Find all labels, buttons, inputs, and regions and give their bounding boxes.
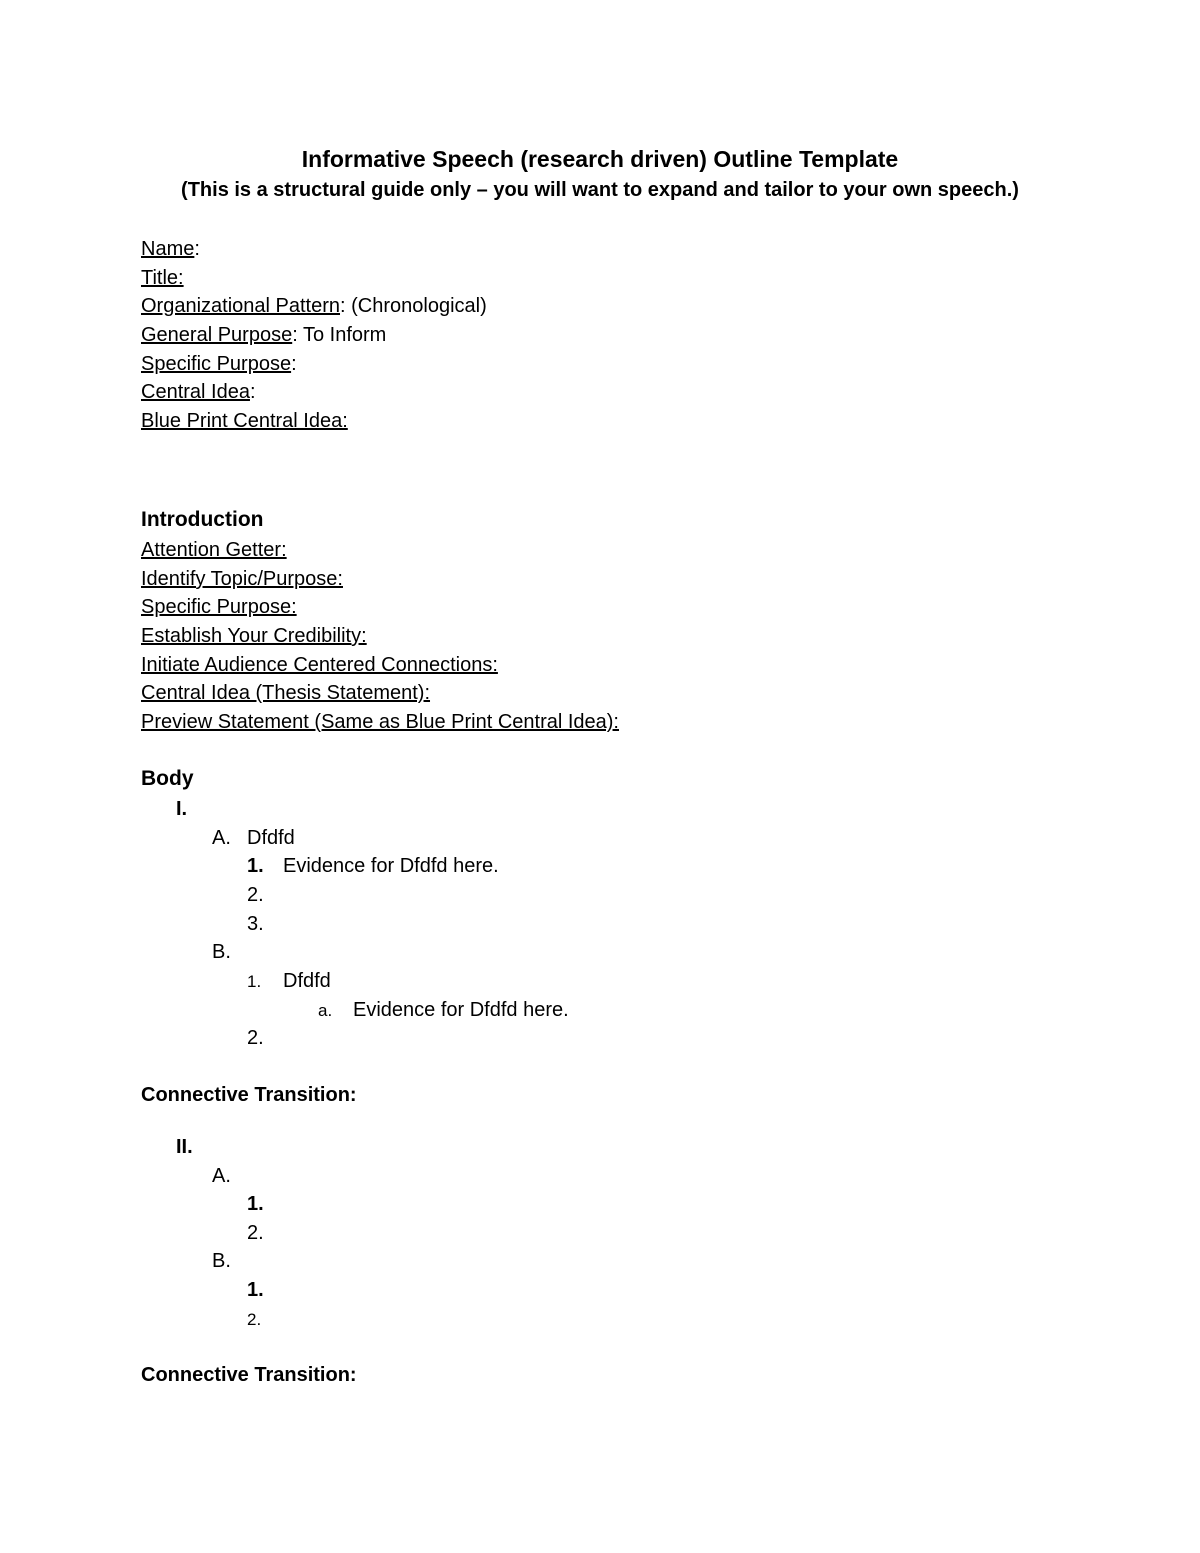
field-central-idea-suffix: : — [249, 381, 256, 403]
main-point-marker: II. — [176, 1136, 193, 1158]
field-name — [141, 235, 200, 263]
field-title — [141, 264, 184, 292]
support-marker: 1. — [247, 855, 264, 877]
support-text: Evidence for Dfdfd here. — [283, 855, 499, 877]
evidence-marker: a. — [318, 1001, 333, 1020]
field-general-purpose — [141, 321, 386, 349]
intro-item-credibility: Establish Your Credibility: — [141, 625, 367, 647]
field-title-label: Title: — [141, 267, 184, 289]
field-organizational-pattern-suffix: : — [340, 295, 346, 317]
field-specific-purpose-label: Specific Purpose — [141, 353, 292, 375]
field-specific-purpose — [141, 350, 297, 378]
subpoint-marker: B. — [212, 941, 231, 963]
subpoint-text: Dfdfd — [247, 827, 295, 849]
intro-item-preview-statement: Preview Statement (Same as Blue Print Central Idea): — [141, 711, 619, 733]
field-organizational-pattern-value: (Chronological) — [345, 295, 487, 317]
field-organizational-pattern-label: Organizational Pattern — [141, 295, 341, 317]
field-blue-print-central-idea — [141, 407, 348, 435]
support-marker: 2. — [247, 884, 264, 906]
support-marker: 2. — [247, 1222, 264, 1244]
field-general-purpose-suffix: : — [292, 324, 298, 346]
support-marker: 1. — [247, 972, 262, 991]
intro-item-attention-getter: Attention Getter: — [141, 539, 287, 561]
intro-item-specific-purpose: Specific Purpose: — [141, 596, 297, 618]
introduction-heading: Introduction — [141, 508, 264, 531]
body-heading: Body — [141, 767, 194, 790]
field-organizational-pattern — [141, 292, 487, 320]
intro-item-identify-topic: Identify Topic/Purpose: — [141, 568, 343, 590]
field-name-label: Name — [141, 238, 195, 260]
support-marker: 3. — [247, 913, 264, 935]
intro-item-central-idea: Central Idea (Thesis Statement): — [141, 682, 431, 704]
support-marker: 1. — [247, 1193, 264, 1215]
support-marker: 2. — [247, 1027, 264, 1049]
connective-transition: Connective Transition: — [141, 1364, 357, 1386]
field-name-suffix: : — [194, 238, 200, 260]
support-marker: 2. — [247, 1310, 262, 1329]
field-central-idea-label: Central Idea — [141, 381, 250, 403]
evidence-text: Evidence for Dfdfd here. — [353, 999, 569, 1021]
intro-item-audience-connections: Initiate Audience Centered Connections: — [141, 654, 498, 676]
subpoint-marker: B. — [212, 1250, 231, 1272]
field-blue-print-central-idea-label: Blue Print Central Idea: — [141, 410, 348, 432]
support-text: Dfdfd — [283, 970, 331, 992]
document-subtitle: (This is a structural guide only – you will want to expand and tailor to your own speech.) — [181, 179, 1019, 201]
field-central-idea — [141, 378, 256, 406]
support-marker: 1. — [247, 1279, 264, 1301]
subpoint-marker: A. — [212, 827, 231, 849]
subpoint-marker: A. — [212, 1165, 231, 1187]
field-general-purpose-value: To Inform — [297, 324, 387, 346]
field-specific-purpose-suffix: : — [291, 353, 297, 375]
field-general-purpose-label: General Purpose — [141, 324, 293, 346]
main-point-marker: I. — [176, 798, 188, 820]
connective-transition: Connective Transition: — [141, 1084, 357, 1106]
document-title: Informative Speech (research driven) Outline Template — [301, 146, 899, 172]
